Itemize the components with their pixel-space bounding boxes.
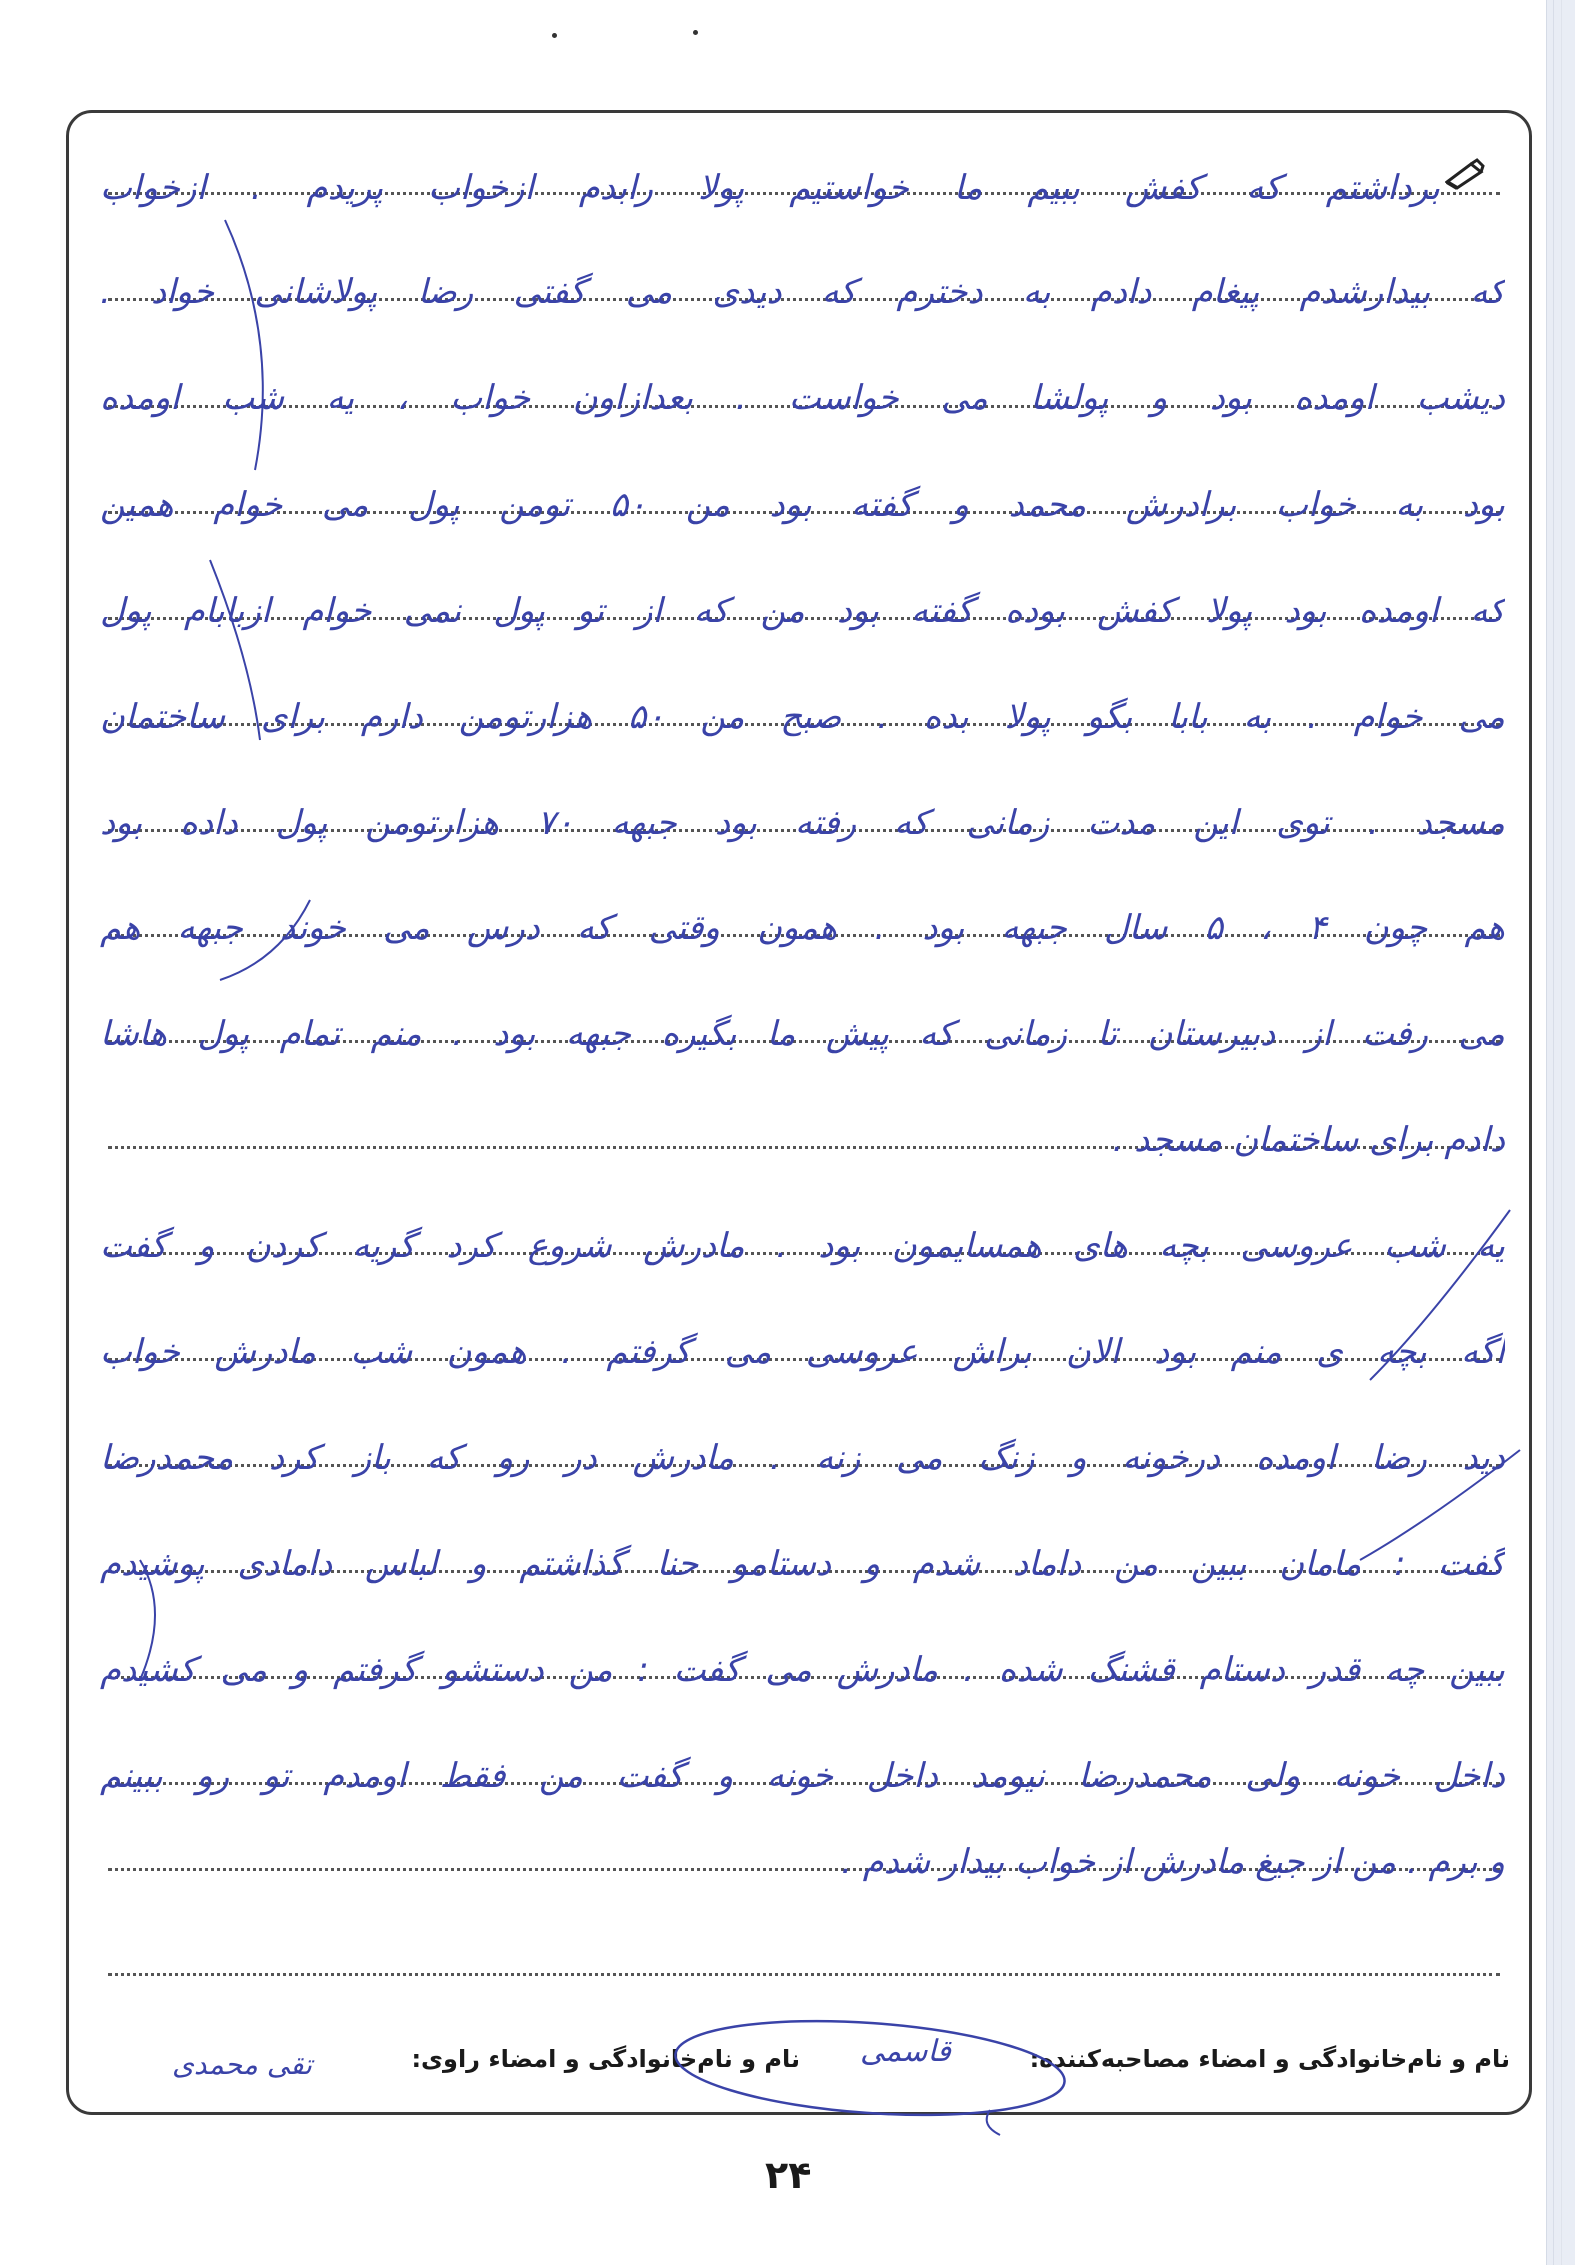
handwritten-line: می رفت از دبیرستان تا زمانی که پیش ما بگیره جبهه بود . منم تمام پول هاشا [100, 1014, 1505, 1054]
handwritten-line: که اومده بود پولا کفش بوده گفته بود من که از تو پول نمی خوام ازبابام پول [100, 591, 1505, 631]
handwritten-line: مسجد . توی این مدت زمانی که رفته بود جبهه ۷۰ هزارتومن پول داده بود [100, 803, 1505, 843]
handwritten-line: اگه بچه ی منم بود الان براش عروسی می گرفتم . همون شب مادرش خواب [100, 1332, 1505, 1372]
narrator-label: نام و نام‌خانوادگی و امضاء راوی: [411, 2045, 800, 2073]
handwritten-line: دیشب اومده بود و پولشا می خواست . بعدازاون خواب ، یه شب اومده [100, 378, 1505, 418]
writing-line [108, 1973, 1500, 1976]
handwritten-line: ببین چه قدر دستام قشنگ شده . مادرش می گفت : من دستشو گرفتم و می کشیدم [100, 1650, 1505, 1690]
narrator-signature: تقی محمدی [172, 2048, 313, 2081]
interviewer-signature: قاسمی [860, 2034, 951, 2069]
margin-strokes [80, 140, 1540, 1780]
page-number: ۲۴ [765, 2153, 812, 2197]
handwritten-line: هم چون ۴ ، ۵ سال جبهه بود . همون وقتی که درس می خوند جبهه هم [100, 908, 1505, 948]
handwritten-line: می خوام . به بابا بگو پولا بده . صبح من ۵۰ هزارتومن دارم برای ساختمان [100, 697, 1505, 737]
handwritten-line: یه شب عروسی بچه های همسایمون بود . مادرش شروع کرد گریه کردن و گفت [100, 1226, 1505, 1266]
handwritten-line: دادم برای ساختمان مسجد . [1112, 1120, 1505, 1160]
handwritten-line: گفت : مامان ببین من داماد شدم و دستامو حنا گذاشتم و لباس دامادی پوشیدم [100, 1544, 1505, 1584]
scan-speck [552, 33, 557, 38]
interviewer-label: نام و نام‌خانوادگی و امضاء مصاحبه‌کننده: [1029, 2045, 1510, 2073]
page-edge [1546, 0, 1575, 2265]
handwritten-line: و برم . من از جیغ مادرش از خواب بیدار شدم . [841, 1842, 1505, 1882]
handwritten-line: دید رضا اومده درخونه و زنگ می زنه . مادرش در رو که باز کرد محمدرضا [100, 1438, 1505, 1478]
handwritten-line: داخل خونه ولی محمدرضا نیومد داخل خونه و گفت من فقط اومدم تو رو ببینم [100, 1756, 1505, 1796]
handwritten-line: برداشتم که کفش ببیم ما خواستیم پولا رابدم ازخواب پریدم . ازخواب [100, 168, 1440, 208]
signature-oval [660, 2010, 1100, 2140]
scan-speck [693, 30, 698, 35]
handwritten-line: بود به خواب برادرش محمد و گفته بود من ۵۰ تومن پول می خوام همین [100, 485, 1505, 525]
handwritten-line: که بیدارشدم پیغام دادم به دخترم که دیدی می گفتی رضا پولاشانی خواد . [100, 272, 1505, 312]
